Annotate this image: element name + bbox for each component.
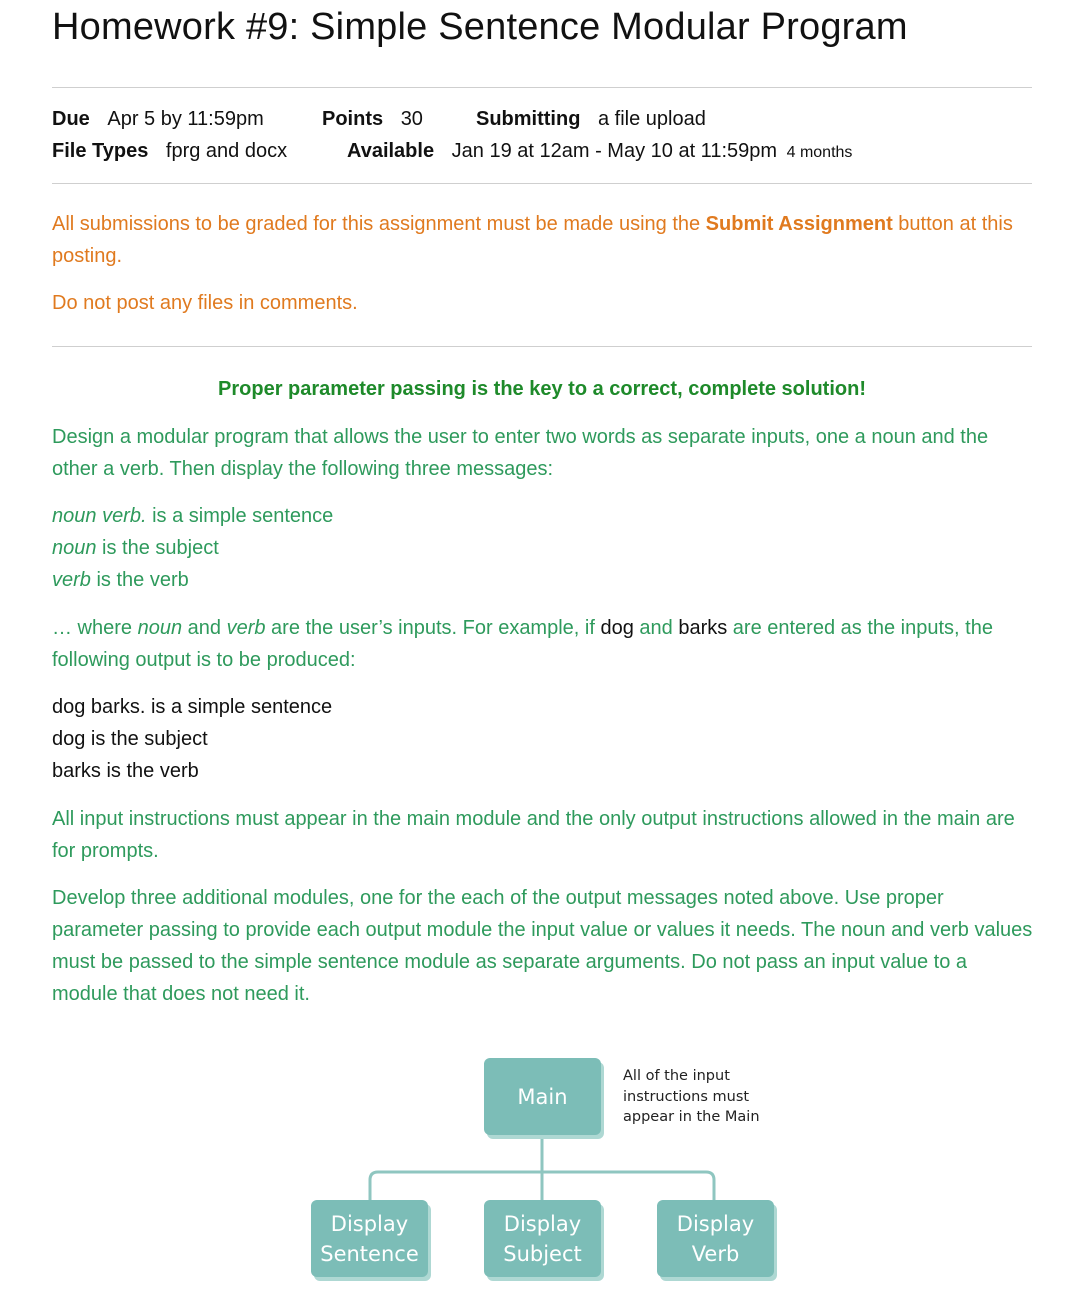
- example-text: and: [633, 617, 679, 639]
- modules-paragraph: Develop three additional modules, one for the each of the output messages noted above. Use proper parameter passing to provide each output module the input value or values it needs. The noun and verb values must be passed to the simple sentence module as separate arguments. Do not pass an input value to a module that does not need it.: [52, 887, 1033, 1005]
- input-rule-paragraph: All input instructions must appear in the main module and the only output instructions allowed in the main are for prompts.: [52, 808, 1015, 862]
- verb-placeholder: verb.: [102, 505, 147, 527]
- example-text: are entered as the inputs, the following output is to be produced:: [52, 617, 993, 671]
- main-module-label: Main: [517, 1084, 568, 1109]
- module-label: Display: [330, 1211, 409, 1236]
- available-block: [347, 140, 852, 163]
- notice-text: All submissions to be graded for this assignment must be made using the: [52, 213, 706, 235]
- template-line-1: [52, 505, 333, 528]
- module-label: Sentence: [320, 1241, 419, 1266]
- output-line-2: dog is the subject: [52, 728, 208, 750]
- main-module-box: [484, 1058, 601, 1135]
- no-files-notice: Do not post any files in comments.: [52, 292, 358, 314]
- divider: [52, 87, 1032, 88]
- verb-placeholder: verb: [52, 569, 91, 591]
- meta-row-2: [52, 140, 287, 163]
- verb-placeholder: verb: [226, 617, 266, 639]
- points-block: [322, 108, 423, 131]
- file-types-label: File Types: [52, 140, 149, 162]
- page-title: Homework #9: Simple Sentence Modular Program: [52, 6, 908, 48]
- submitting-value: a file upload: [598, 108, 706, 130]
- submission-notice: [52, 208, 1037, 272]
- key-heading: Proper parameter passing is the key to a correct, complete solution!: [218, 378, 866, 400]
- available-value: Jan 19 at 12am - May 10 at 11:59pm: [451, 140, 778, 162]
- noun-placeholder: noun: [137, 617, 183, 639]
- template-line-3: [52, 569, 189, 592]
- display-verb-box: [657, 1200, 774, 1277]
- display-subject-box: [484, 1200, 601, 1277]
- module-label: Display: [503, 1211, 582, 1236]
- example-paragraph: [52, 612, 1037, 676]
- example-text: are the user’s inputs. For example, if: [265, 617, 601, 639]
- submitting-block: [476, 108, 706, 131]
- main-annotation: All of the input instructions must appear in the Main: [623, 1068, 760, 1125]
- due-value: Apr 5 by 11:59pm: [107, 108, 264, 130]
- points-label: Points: [322, 108, 384, 130]
- module-label: Verb: [691, 1241, 740, 1266]
- divider: [52, 183, 1032, 184]
- output-line-3: barks is the verb: [52, 760, 199, 782]
- points-value: 30: [400, 108, 423, 130]
- template-line-2: [52, 537, 219, 560]
- noun-placeholder: noun: [52, 505, 97, 527]
- example-text: and: [182, 617, 227, 639]
- example-noun: dog: [600, 617, 634, 639]
- submit-assignment-reference: Submit Assignment: [705, 213, 893, 235]
- connector-line: [370, 1172, 714, 1200]
- intro-paragraph: Design a modular program that allows the user to enter two words as separate inputs, one a noun and the other a verb. Then display the following three messages:: [52, 426, 989, 480]
- notice-text: button at this posting.: [52, 213, 1013, 267]
- noun-placeholder: noun: [52, 537, 97, 559]
- file-types-value: fprg and docx: [165, 140, 288, 162]
- module-label: Display: [676, 1211, 755, 1236]
- submitting-label: Submitting: [476, 108, 581, 130]
- due-label: Due: [52, 108, 90, 130]
- available-duration: 4 months: [786, 144, 853, 161]
- output-line-1: dog barks. is a simple sentence: [52, 696, 333, 718]
- available-label: Available: [347, 140, 435, 162]
- module-label: Subject: [503, 1241, 582, 1266]
- example-text: … where: [52, 617, 138, 639]
- meta-row-1: [52, 108, 264, 131]
- divider: [52, 346, 1032, 347]
- display-sentence-box: [311, 1200, 428, 1277]
- example-verb: barks: [678, 617, 728, 639]
- template-text: is the verb: [90, 569, 189, 591]
- template-text: is a simple sentence: [146, 505, 334, 527]
- template-text: is the subject: [96, 537, 219, 559]
